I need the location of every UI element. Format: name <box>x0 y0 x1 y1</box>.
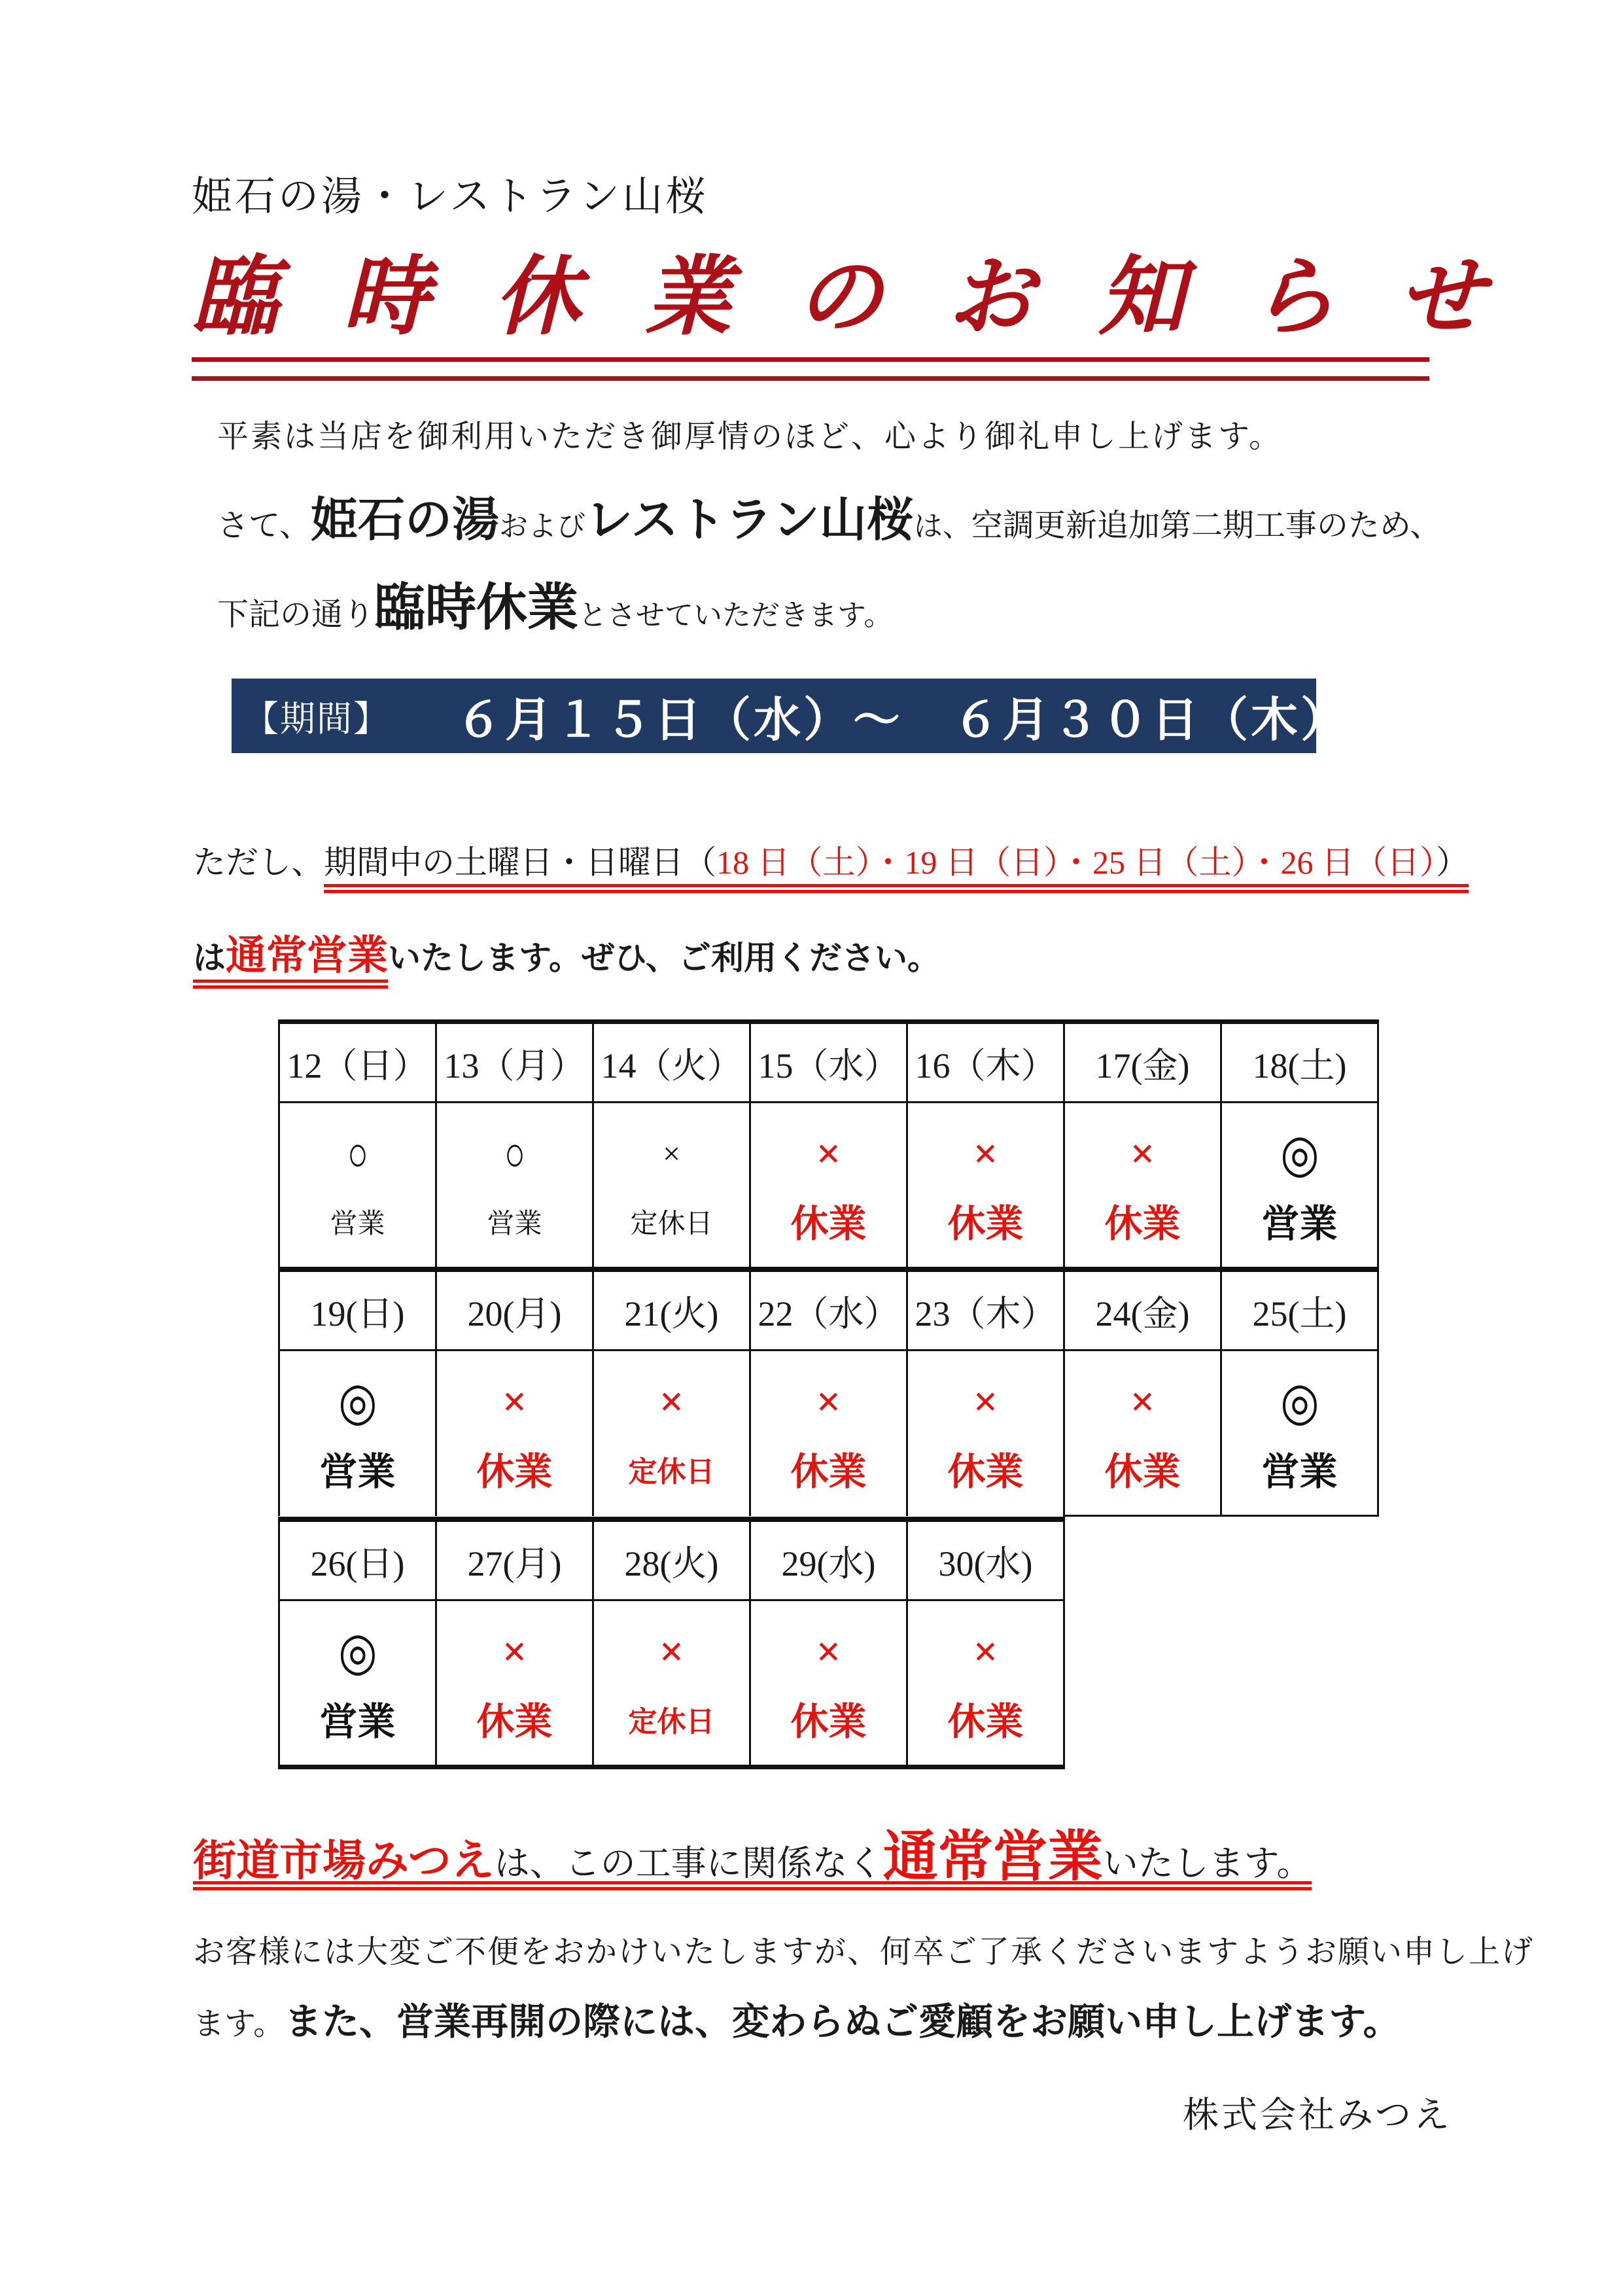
greeting-paragraph: 平素は当店を御利用いただき御厚情のほど、心より御礼申し上げます。 <box>217 419 1283 454</box>
calendar-date: 24(金) <box>1064 1272 1221 1351</box>
intro-reason: 空調更新追加第二期工事のため、 <box>971 508 1441 543</box>
calendar-date: 12（日） <box>279 1022 436 1103</box>
status-label: 営業 <box>330 1209 385 1239</box>
status-label: 休業 <box>476 1451 553 1493</box>
calendar-date: 29(水) <box>750 1519 907 1600</box>
calendar-date: 19(日) <box>279 1272 436 1351</box>
special-open-mark: ◎ <box>338 1623 377 1681</box>
calendar-day-cell <box>593 1103 750 1270</box>
closed-mark: × <box>973 1628 998 1676</box>
calendar-date: 27(月) <box>436 1519 593 1600</box>
notice-paragraph <box>217 567 893 640</box>
exception-lead: ただし、 <box>193 844 324 881</box>
calendar-day-cell <box>593 1351 750 1516</box>
calendar-header-row <box>279 1519 1064 1600</box>
market-note-line <box>193 1812 1312 1892</box>
company-signature: 株式会社みつえ <box>1183 2095 1452 2135</box>
apology-line-2-bold: また、営業再開の際には、変わらぬご愛顧をお願い申し上げます。 <box>285 2002 1401 2043</box>
calendar-day-cell <box>436 1103 593 1270</box>
facility-2: レストラン山桜 <box>585 494 914 546</box>
calendar-day-cell <box>750 1351 907 1516</box>
period-banner <box>232 679 1351 753</box>
calendar-date: 14（火） <box>593 1022 750 1103</box>
intro-paragraph <box>217 482 1441 550</box>
status-label: 休業 <box>790 1451 867 1493</box>
calendar-date: 16（木） <box>907 1022 1064 1103</box>
calendar-date: 15（水） <box>750 1022 907 1103</box>
calendar-day-cell <box>1064 1351 1221 1516</box>
calendar-day-cell <box>1221 1351 1378 1516</box>
exception-weekend-text: 期間中の土曜日・日曜日（ <box>324 844 716 881</box>
closed-mark: × <box>659 1628 684 1676</box>
closed-mark: × <box>816 1378 841 1426</box>
notice-suffix: とさせていただきます。 <box>578 599 893 631</box>
exception-open-dates: 18 日（土）・19 日（日）・25 日（土）・26 日（日） <box>716 844 1436 881</box>
apology-line-2 <box>193 1992 1401 2045</box>
normal-business-word: 通常営業 <box>226 934 389 978</box>
closed-mark: × <box>973 1130 998 1178</box>
status-label: 休業 <box>790 1203 867 1245</box>
calendar-day-cell <box>279 1351 436 1516</box>
closed-mark: × <box>502 1378 527 1426</box>
calendar-day-cell <box>750 1600 907 1767</box>
market-middle-text: は、この工事に関係なく <box>494 1844 883 1883</box>
special-open-mark: ◎ <box>1280 1125 1319 1183</box>
calendar-day-cell <box>436 1351 593 1516</box>
intro-wa: は、 <box>913 510 971 542</box>
calendar-header-row <box>279 1272 1378 1351</box>
notice-prefix: 下記の通り <box>217 597 375 632</box>
status-label: 休業 <box>947 1451 1024 1493</box>
special-open-mark: ◎ <box>1280 1373 1319 1431</box>
market-tail-text: いたします。 <box>1102 1844 1312 1883</box>
calendar-date: 17(金) <box>1064 1022 1221 1103</box>
calendar-week-1 <box>278 1019 1379 1272</box>
title-double-underline <box>192 357 1429 381</box>
calendar-day-cell <box>279 1103 436 1270</box>
status-label: 定休日 <box>628 1456 715 1488</box>
status-label: 休業 <box>1104 1203 1181 1245</box>
calendar-date: 26(日) <box>279 1519 436 1600</box>
calendar-day-cell <box>907 1600 1064 1767</box>
calendar-day-cell <box>593 1600 750 1767</box>
closed-mark: × <box>973 1378 998 1426</box>
calendar-day-cell <box>907 1351 1064 1516</box>
exception2-wa: は <box>193 940 226 976</box>
intro-and: および <box>499 510 586 542</box>
period-range: ６月１５日（水）～ ６月３０日（木） <box>455 694 1351 747</box>
market-name: 街道市場みつえ <box>193 1837 495 1885</box>
calendar-date: 18(土) <box>1221 1022 1378 1103</box>
status-label: 営業 <box>1261 1203 1338 1245</box>
closed-mark: × <box>502 1628 527 1676</box>
closed-mark: × <box>662 1137 681 1171</box>
calendar-week-3 <box>278 1517 1065 1769</box>
calendar-date: 30(水) <box>907 1519 1064 1600</box>
status-label: 休業 <box>1104 1451 1181 1493</box>
status-label: 休業 <box>476 1701 553 1743</box>
status-label: 休業 <box>790 1701 867 1743</box>
closure-calendar <box>278 1019 1379 1769</box>
calendar-status-row <box>279 1600 1064 1767</box>
apology-line-1: お客様には大変ご不便をおかけいたしますが、何卒ご了承くださいますようお願い申し上げ <box>193 1935 1535 1969</box>
closed-mark: × <box>816 1628 841 1676</box>
calendar-day-cell <box>750 1103 907 1270</box>
calendar-day-cell <box>907 1103 1064 1270</box>
calendar-status-row <box>279 1103 1378 1270</box>
calendar-header-row <box>279 1022 1378 1103</box>
calendar-date: 13（月） <box>436 1022 593 1103</box>
facility-1: 姫石の湯 <box>311 494 500 546</box>
intro-lead: さて、 <box>217 508 311 543</box>
calendar-date: 25(土) <box>1221 1272 1378 1351</box>
notice-closure-word: 臨時休業 <box>374 579 579 636</box>
status-label: 営業 <box>487 1209 542 1239</box>
period-label: 【期間】 <box>243 699 390 739</box>
exception-line-2 <box>193 923 940 981</box>
status-label: 定休日 <box>628 1706 715 1738</box>
calendar-day-cell <box>1064 1103 1221 1270</box>
open-mark: ○ <box>504 1127 525 1182</box>
market-normal-business-word: 通常営業 <box>882 1827 1103 1888</box>
open-mark: ○ <box>347 1127 368 1182</box>
exception2-rest: いたします。ぜひ、ご利用ください。 <box>388 940 941 976</box>
calendar-date: 20(月) <box>436 1272 593 1351</box>
calendar-date: 28(火) <box>593 1519 750 1600</box>
closed-mark: × <box>816 1130 841 1178</box>
calendar-week-2 <box>278 1272 1379 1517</box>
closed-mark: × <box>659 1378 684 1426</box>
page-title: 臨時休業のお知らせ <box>192 249 1550 345</box>
calendar-day-cell <box>1221 1103 1378 1270</box>
calendar-day-cell <box>279 1600 436 1767</box>
calendar-status-row <box>279 1351 1378 1516</box>
status-label: 休業 <box>947 1701 1024 1743</box>
special-open-mark: ◎ <box>338 1373 377 1431</box>
calendar-date: 21(火) <box>593 1272 750 1351</box>
closed-mark: × <box>1130 1130 1155 1178</box>
status-label: 定休日 <box>630 1209 713 1239</box>
calendar-day-cell <box>436 1600 593 1767</box>
exception-close-paren: ） <box>1436 844 1469 881</box>
status-label: 営業 <box>319 1701 396 1743</box>
exception-line-1 <box>193 836 1469 883</box>
facility-name-line: 姫石の湯・レストラン山桜 <box>192 175 709 219</box>
apology-line-2-plain: ます。 <box>193 2007 285 2041</box>
status-label: 休業 <box>947 1203 1024 1245</box>
calendar-date: 22（水） <box>750 1272 907 1351</box>
closed-mark: × <box>1130 1378 1155 1426</box>
status-label: 営業 <box>319 1451 396 1493</box>
calendar-date: 23（木） <box>907 1272 1064 1351</box>
status-label: 営業 <box>1261 1451 1338 1493</box>
